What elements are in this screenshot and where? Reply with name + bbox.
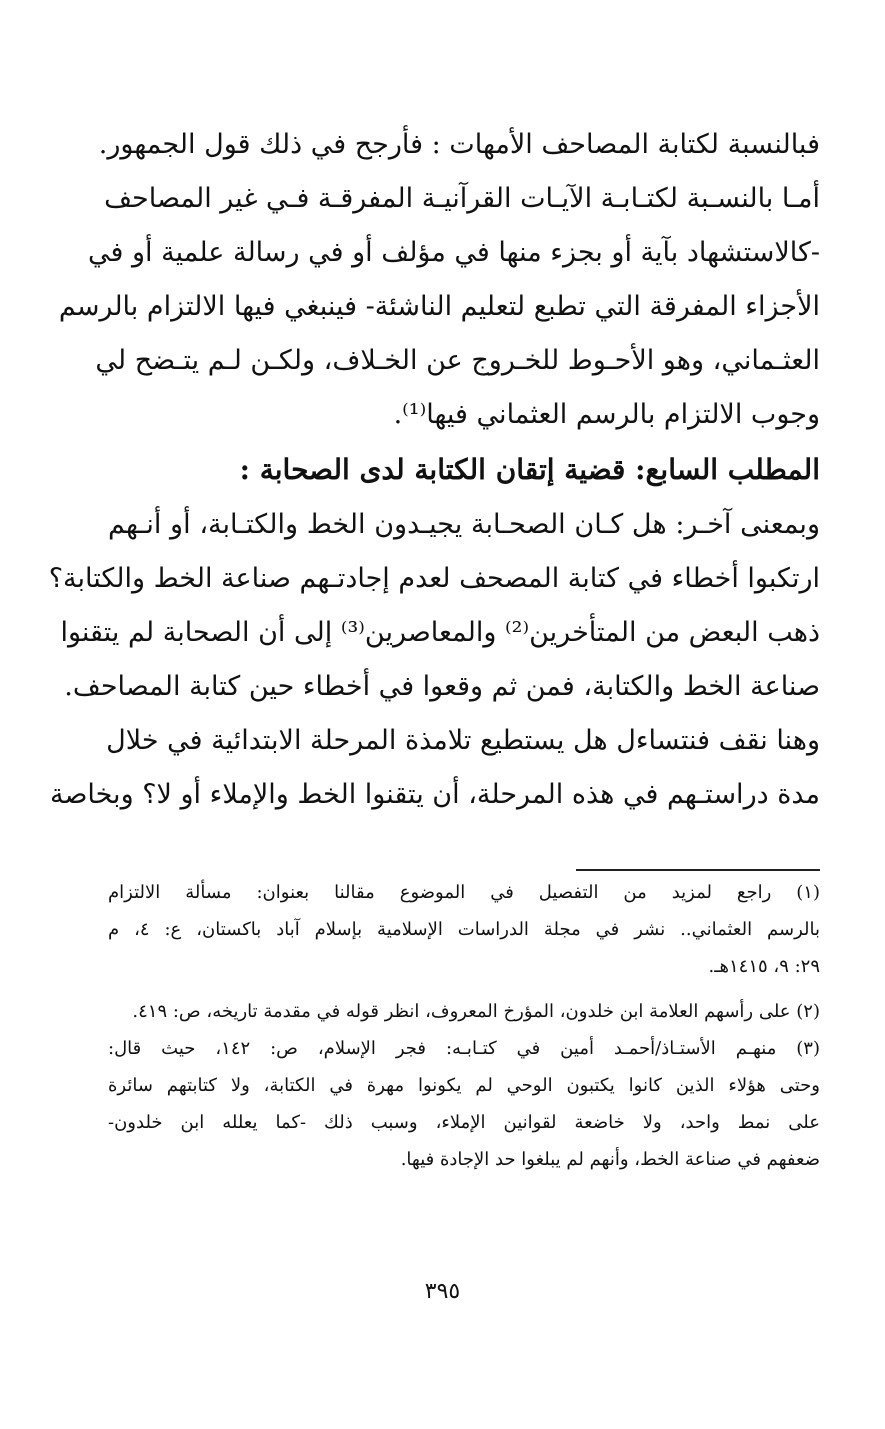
text-line: أمـا بالنسـبة لكتـابـة الآيـات القرآنيـة المفرقـة فـي غير المصاحف bbox=[104, 183, 820, 214]
section-heading: المطلب السابع: قضية إتقان الكتابة لدى الصحابة : bbox=[239, 453, 820, 486]
footnote-line: ٢٩: ٩، ١٤١٥هـ. bbox=[708, 956, 820, 977]
footnote-line: وحتى هؤلاء الذين كانوا يكتبون الوحي لم يكونوا مهرة في الكتابة، ولا كتابتهم سائرة bbox=[108, 1075, 820, 1096]
footnote-line: ضعفهم في صناعة الخط، وأنهم لم يبلغوا حد الإجادة فيها. bbox=[400, 1149, 820, 1170]
text-line: ارتكبوا أخطاء في كتابة المصحف لعدم إجادتـهم صناعة الخط والكتابة؟ bbox=[48, 563, 820, 594]
footnotes bbox=[108, 874, 820, 1178]
text-line: صناعة الخط والكتابة، فمن ثم وقعوا في أخطاء حين كتابة المصاحف. bbox=[64, 671, 820, 702]
main-text bbox=[48, 118, 820, 822]
page-number: ٣٩٥ bbox=[424, 1279, 461, 1304]
footnote-separator bbox=[576, 869, 820, 871]
footnote-line: على نمط واحد، ولا خاضعة لقوانين الإملاء، وسبب ذلك -كما يعلله ابن خلدون- bbox=[108, 1112, 820, 1133]
text-line: الأجزاء المفرقة التي تطبع لتعليم الناشئة- فينبغي فيها الالتزام بالرسم bbox=[58, 291, 820, 322]
text-line: وبمعنى آخـر: هل كـان الصحـابة يجيـدون الخط والكتـابة، أو أنـهم bbox=[108, 509, 820, 540]
footnote-line: (١) راجع لمزيد من التفصيل في الموضوع مقالنا بعنوان: مسألة الالتزام bbox=[108, 882, 820, 903]
footnote-line: بالرسم العثماني.. نشر في مجلة الدراسات الإسلامية بإسلام آباد باكستان، ع: ٤، م bbox=[108, 919, 820, 940]
text-line: مدة دراستـهم في هذه المرحلة، أن يتقنوا الخط والإملاء أو لا؟ وبخاصة bbox=[50, 779, 820, 810]
text-line: -كالاستشهاد بآية أو بجزء منها في مؤلف أو في رسالة علمية أو في bbox=[87, 237, 820, 268]
text-line: وهنا نقف فنتساءل هل يستطيع تلامذة المرحلة الابتدائية في خلال bbox=[106, 725, 820, 756]
text-line: فبالنسبة لكتابة المصاحف الأمهات : فأرجح في ذلك قول الجمهور. bbox=[98, 129, 820, 160]
text-line: العثـماني، وهو الأحـوط للخـروج عن الخـلاف، ولكـن لـم يتـضح لي bbox=[95, 345, 820, 376]
footnote-line: (٢) على رأسهم العلامة ابن خلدون، المؤرخ المعروف، انظر قوله في مقدمة تاريخه، ص: ٤١٩. bbox=[132, 1001, 820, 1022]
text-line: ذهب البعض من المتأخرين⁽²⁾ والمعاصرين⁽³⁾ إلى أن الصحابة لم يتقنوا bbox=[60, 617, 820, 648]
text-line: وجوب الالتزام بالرسم العثماني فيها⁽¹⁾. bbox=[393, 399, 820, 430]
footnote-line: (٣) منهـم الأستـاذ/أحمـد أمين في كتـابـه: فجر الإسلام، ص: ١٤٢، حيث قال: bbox=[108, 1038, 820, 1059]
